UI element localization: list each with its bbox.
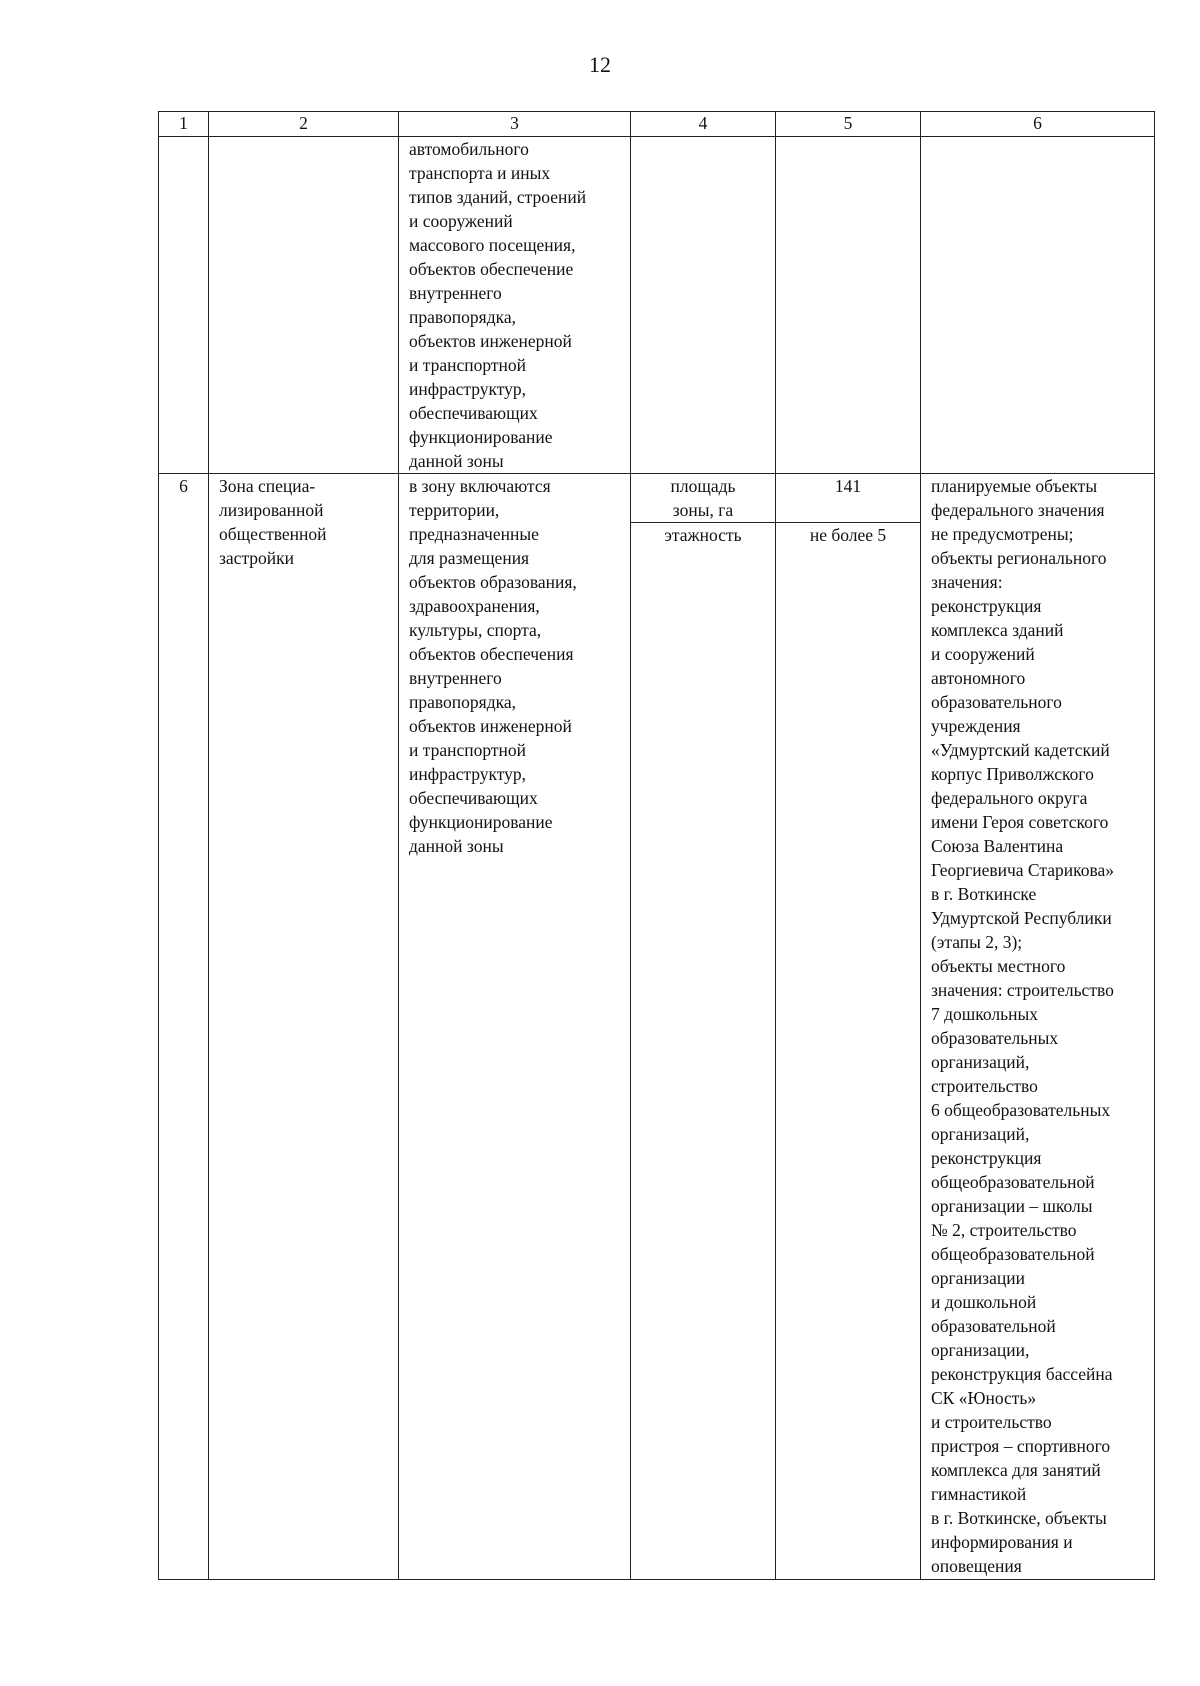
text-line: и дошкольной bbox=[931, 1292, 1037, 1312]
text-line: и сооружений bbox=[409, 211, 513, 231]
text-line: оповещения bbox=[931, 1556, 1022, 1576]
cell-zone-empty bbox=[209, 137, 399, 474]
text-line: корпус Приволжского bbox=[931, 764, 1094, 784]
text-line: предназначенные bbox=[409, 524, 539, 544]
text-line: общеобразовательной bbox=[931, 1172, 1095, 1192]
text-line: федерального значения bbox=[931, 500, 1105, 520]
text-line: для размещения bbox=[409, 548, 530, 568]
text-line: организации – школы bbox=[931, 1196, 1093, 1216]
text-line: правопорядка, bbox=[409, 692, 516, 712]
text-line: планируемые объекты bbox=[931, 476, 1098, 496]
text-line: имени Героя советского bbox=[931, 812, 1109, 832]
text-line: инфраструктур, bbox=[409, 764, 527, 784]
param-area-label bbox=[631, 474, 775, 523]
text-line: инфраструктур, bbox=[409, 379, 527, 399]
text-line: внутреннего bbox=[409, 283, 502, 303]
cell-values bbox=[776, 474, 921, 1580]
text-line: пристроя – спортивного bbox=[931, 1436, 1111, 1456]
text-line: учреждения bbox=[931, 716, 1021, 736]
text-line: Удмуртской Республики bbox=[931, 908, 1112, 928]
text-line: в г. Воткинске, объекты bbox=[931, 1508, 1107, 1528]
cell-planned-objects bbox=[921, 474, 1155, 1580]
text-line: информирования и bbox=[931, 1532, 1073, 1552]
cell-number-empty bbox=[159, 137, 209, 474]
cell-zone-description bbox=[399, 474, 631, 1580]
text-line: организаций, bbox=[931, 1124, 1030, 1144]
text-line: данной зоны bbox=[409, 451, 504, 471]
text-line: реконструкция bbox=[931, 596, 1042, 616]
text-line: общеобразовательной bbox=[931, 1244, 1095, 1264]
header-row bbox=[159, 112, 1155, 137]
header-col-1: 1 bbox=[159, 112, 209, 137]
planned-objects-lines bbox=[931, 474, 1144, 1578]
value-area: 141 bbox=[776, 474, 920, 523]
text-line: данной зоны bbox=[409, 836, 504, 856]
text-line: объектов образования, bbox=[409, 572, 577, 592]
text-line: правопорядка, bbox=[409, 307, 516, 327]
cell-parameters bbox=[631, 474, 776, 1580]
zone-description-lines bbox=[409, 474, 620, 858]
text-line: объекты регионального bbox=[931, 548, 1107, 568]
table-row-6 bbox=[159, 474, 1155, 1580]
text-line: № 2, строительство bbox=[931, 1220, 1077, 1240]
text-line: СК «Юность» bbox=[931, 1388, 1037, 1408]
text-line: типов зданий, строений bbox=[409, 187, 587, 207]
text-line: Георгиевича Старикова» bbox=[931, 860, 1115, 880]
text-line: здравоохранения, bbox=[409, 596, 540, 616]
text-line: строительство bbox=[931, 1076, 1038, 1096]
text-line: зоны, га bbox=[672, 500, 734, 520]
param-floors-label: этажность bbox=[664, 525, 742, 545]
zones-table bbox=[158, 111, 1155, 1580]
text-line: обеспечивающих bbox=[409, 403, 538, 423]
text-line: функционирование bbox=[409, 812, 553, 832]
text-line: территории, bbox=[409, 500, 500, 520]
text-line: 7 дошкольных bbox=[931, 1004, 1038, 1024]
value-floors: не более 5 bbox=[809, 525, 887, 545]
header-col-6: 6 bbox=[921, 112, 1155, 137]
text-line: федерального округа bbox=[931, 788, 1088, 808]
cell-objects-empty bbox=[921, 137, 1155, 474]
text-line: и сооружений bbox=[931, 644, 1035, 664]
text-line: комплекса зданий bbox=[931, 620, 1064, 640]
text-line: и строительство bbox=[931, 1412, 1052, 1432]
cell-param-empty bbox=[631, 137, 776, 474]
text-line: лизированной bbox=[219, 500, 324, 520]
text-line: образовательной bbox=[931, 1316, 1056, 1336]
text-line: в зону включаются bbox=[409, 476, 551, 496]
cell-value-empty bbox=[776, 137, 921, 474]
text-line: образовательных bbox=[931, 1028, 1059, 1048]
table-row-continued bbox=[159, 137, 1155, 474]
text-line: в г. Воткинске bbox=[931, 884, 1037, 904]
text-line: функционирование bbox=[409, 427, 553, 447]
text-line: (этапы 2, 3); bbox=[931, 932, 1023, 952]
text-line: не предусмотрены; bbox=[931, 524, 1074, 544]
text-line: Союза Валентина bbox=[931, 836, 1064, 856]
text-line: Зона специа- bbox=[219, 476, 316, 496]
header-col-3: 3 bbox=[399, 112, 631, 137]
text-line: общественной bbox=[219, 524, 327, 544]
text-line: организаций, bbox=[931, 1052, 1030, 1072]
text-line: и транспортной bbox=[409, 355, 527, 375]
text-line: и транспортной bbox=[409, 740, 527, 760]
text-line: площадь bbox=[670, 476, 736, 496]
header-col-5: 5 bbox=[776, 112, 921, 137]
text-line: объектов обеспечение bbox=[409, 259, 574, 279]
text-line: культуры, спорта, bbox=[409, 620, 542, 640]
cell-zone-name bbox=[209, 474, 399, 1580]
text-line: внутреннего bbox=[409, 668, 502, 688]
text-line: объектов обеспечения bbox=[409, 644, 574, 664]
description-lines bbox=[409, 137, 620, 473]
text-line: значения: строительство bbox=[931, 980, 1114, 1000]
text-line: транспорта и иных bbox=[409, 163, 551, 183]
text-line: реконструкция бассейна bbox=[931, 1364, 1113, 1384]
text-line: объекты местного bbox=[931, 956, 1066, 976]
header-col-4: 4 bbox=[631, 112, 776, 137]
text-line: массового посещения, bbox=[409, 235, 576, 255]
cell-row-number: 6 bbox=[159, 474, 209, 1580]
text-line: организации bbox=[931, 1268, 1025, 1288]
text-line: объектов инженерной bbox=[409, 331, 572, 351]
text-line: 6 общеобразовательных bbox=[931, 1100, 1111, 1120]
text-line: обеспечивающих bbox=[409, 788, 538, 808]
text-line: значения: bbox=[931, 572, 1003, 592]
text-line: комплекса для занятий bbox=[931, 1460, 1101, 1480]
text-line: объектов инженерной bbox=[409, 716, 572, 736]
text-line: гимнастикой bbox=[931, 1484, 1027, 1504]
text-line: автомобильного bbox=[409, 139, 529, 159]
cell-description-continued bbox=[399, 137, 631, 474]
text-line: организации, bbox=[931, 1340, 1030, 1360]
text-line: застройки bbox=[219, 548, 295, 568]
text-line: автономного bbox=[931, 668, 1026, 688]
header-col-2: 2 bbox=[209, 112, 399, 137]
text-line: образовательного bbox=[931, 692, 1062, 712]
zone-name-lines bbox=[219, 474, 388, 570]
text-line: реконструкция bbox=[931, 1148, 1042, 1168]
page-number: 12 bbox=[589, 52, 611, 77]
text-line: «Удмуртский кадетский bbox=[931, 740, 1110, 760]
